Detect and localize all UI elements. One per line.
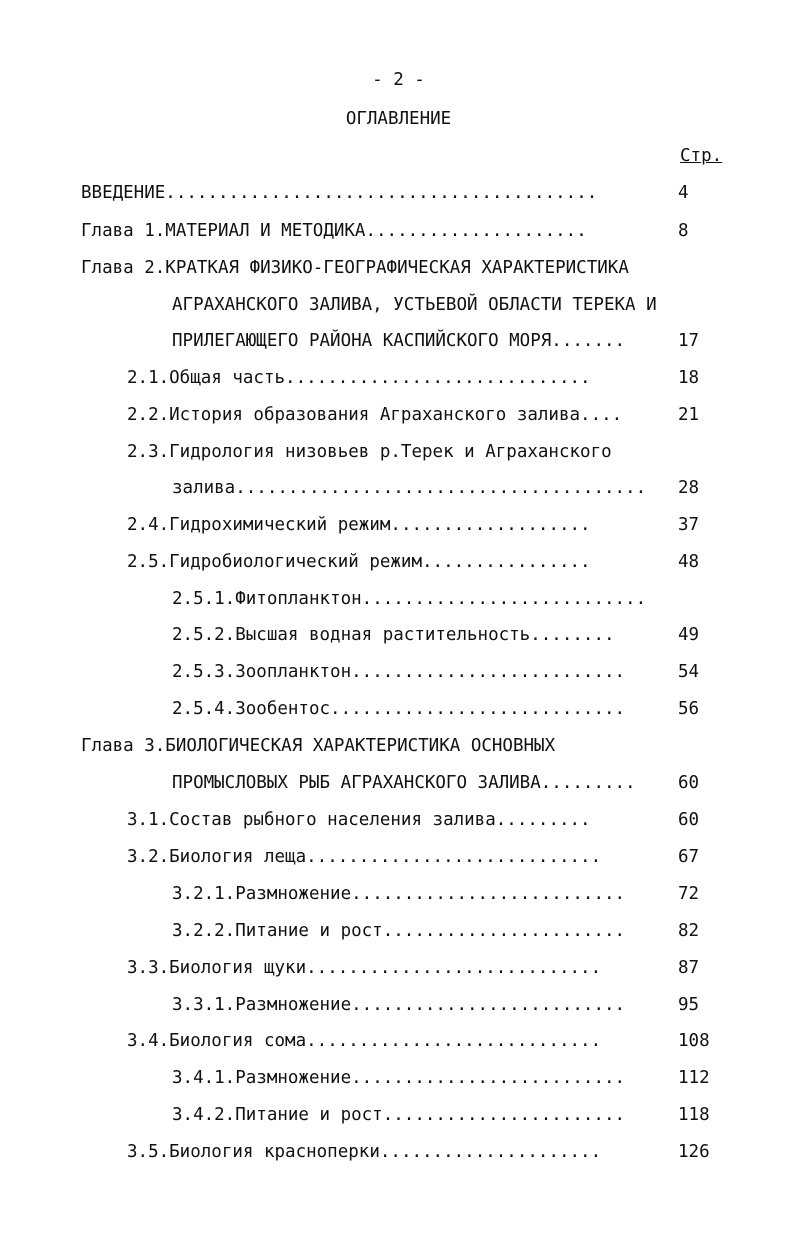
toc-entry: 2.4.Гидрохимический режим................... bbox=[127, 515, 591, 535]
toc-page: 72 bbox=[678, 884, 700, 904]
toc-page: 118 bbox=[678, 1105, 710, 1125]
toc-page: 8 bbox=[678, 221, 689, 241]
toc-entry: 3.4.1.Размножение.......................... bbox=[172, 1068, 626, 1088]
toc-entry: 2.1.Общая часть............................. bbox=[127, 368, 591, 388]
toc-entry: Глава 2.КРАТКАЯ ФИЗИКО-ГЕОГРАФИЧЕСКАЯ ХАРАКТЕРИСТИКА bbox=[81, 258, 629, 278]
toc-page: 4 bbox=[678, 183, 689, 203]
toc-page: 67 bbox=[678, 847, 700, 867]
toc-page: 37 bbox=[678, 515, 700, 535]
toc-entry: ПРОМЫСЛОВЫХ РЫБ АГРАХАНСКОГО ЗАЛИВА......... bbox=[172, 773, 636, 793]
page-number: - 2 - bbox=[372, 70, 425, 90]
toc-entry: 2.5.2.Высшая водная растительность........ bbox=[172, 625, 615, 645]
toc-entry: 3.1.Состав рыбного населения залива......... bbox=[127, 810, 591, 830]
toc-page: 21 bbox=[678, 405, 700, 425]
toc-page: 17 bbox=[678, 331, 700, 351]
toc-entry: 2.5.3.Зоопланктон.......................... bbox=[172, 662, 626, 682]
toc-entry: 2.3.Гидрология низовьев р.Терек и Аграханского bbox=[127, 442, 612, 462]
toc-page: 49 bbox=[678, 625, 700, 645]
toc-entry: 3.3.Биология щуки............................ bbox=[127, 958, 602, 978]
toc-entry: Глава 1.МАТЕРИАЛ И МЕТОДИКА..................... bbox=[81, 221, 587, 241]
toc-page: 18 bbox=[678, 368, 700, 388]
toc-entry: 3.4.Биология сома............................ bbox=[127, 1031, 602, 1051]
toc-page: 87 bbox=[678, 958, 700, 978]
toc-entry: 3.4.2.Питание и рост....................... bbox=[172, 1105, 626, 1125]
toc-entry: 2.5.4.Зообентос............................ bbox=[172, 699, 626, 719]
toc-entry: ВВЕДЕНИЕ......................................... bbox=[81, 183, 598, 203]
toc-entry: залива....................................... bbox=[172, 478, 647, 498]
toc-page: 28 bbox=[678, 478, 700, 498]
toc-page: 126 bbox=[678, 1142, 710, 1162]
toc-page: 95 bbox=[678, 995, 700, 1015]
toc-entry: ПРИЛЕГАЮЩЕГО РАЙОНА КАСПИЙСКОГО МОРЯ....... bbox=[172, 331, 626, 351]
toc-page: 60 bbox=[678, 773, 700, 793]
toc-entry: 3.2.Биология леща............................ bbox=[127, 847, 602, 867]
toc-entry: 3.5.Биология красноперки..................... bbox=[127, 1142, 602, 1162]
toc-page: 48 bbox=[678, 552, 700, 572]
page-column-label: Стр. bbox=[680, 146, 723, 166]
toc-page: 112 bbox=[678, 1068, 710, 1088]
toc-entry: Глава 3.БИОЛОГИЧЕСКАЯ ХАРАКТЕРИСТИКА ОСНОВНЫХ bbox=[81, 736, 556, 756]
toc-page: 54 bbox=[678, 662, 700, 682]
toc-heading: ОГЛАВЛЕНИЕ bbox=[345, 109, 452, 129]
toc-page: 60 bbox=[678, 810, 700, 830]
toc-entry: 3.2.1.Размножение.......................... bbox=[172, 884, 626, 904]
toc-entry: 3.3.1.Размножение.......................... bbox=[172, 995, 626, 1015]
toc-entry: 2.5.1.Фитопланктон........................... bbox=[172, 589, 647, 609]
toc-page: 108 bbox=[678, 1031, 710, 1051]
toc-page: 56 bbox=[678, 699, 700, 719]
toc-entry: 2.5.Гидробиологический режим................ bbox=[127, 552, 591, 572]
toc-page: 82 bbox=[678, 921, 700, 941]
toc-entry: АГРАХАНСКОГО ЗАЛИВА, УСТЬЕВОЙ ОБЛАСТИ ТЕРЕКА И bbox=[172, 295, 657, 315]
toc-entry: 2.2.История образования Аграханского залива.... bbox=[127, 405, 623, 425]
toc-entry: 3.2.2.Питание и рост....................... bbox=[172, 921, 626, 941]
